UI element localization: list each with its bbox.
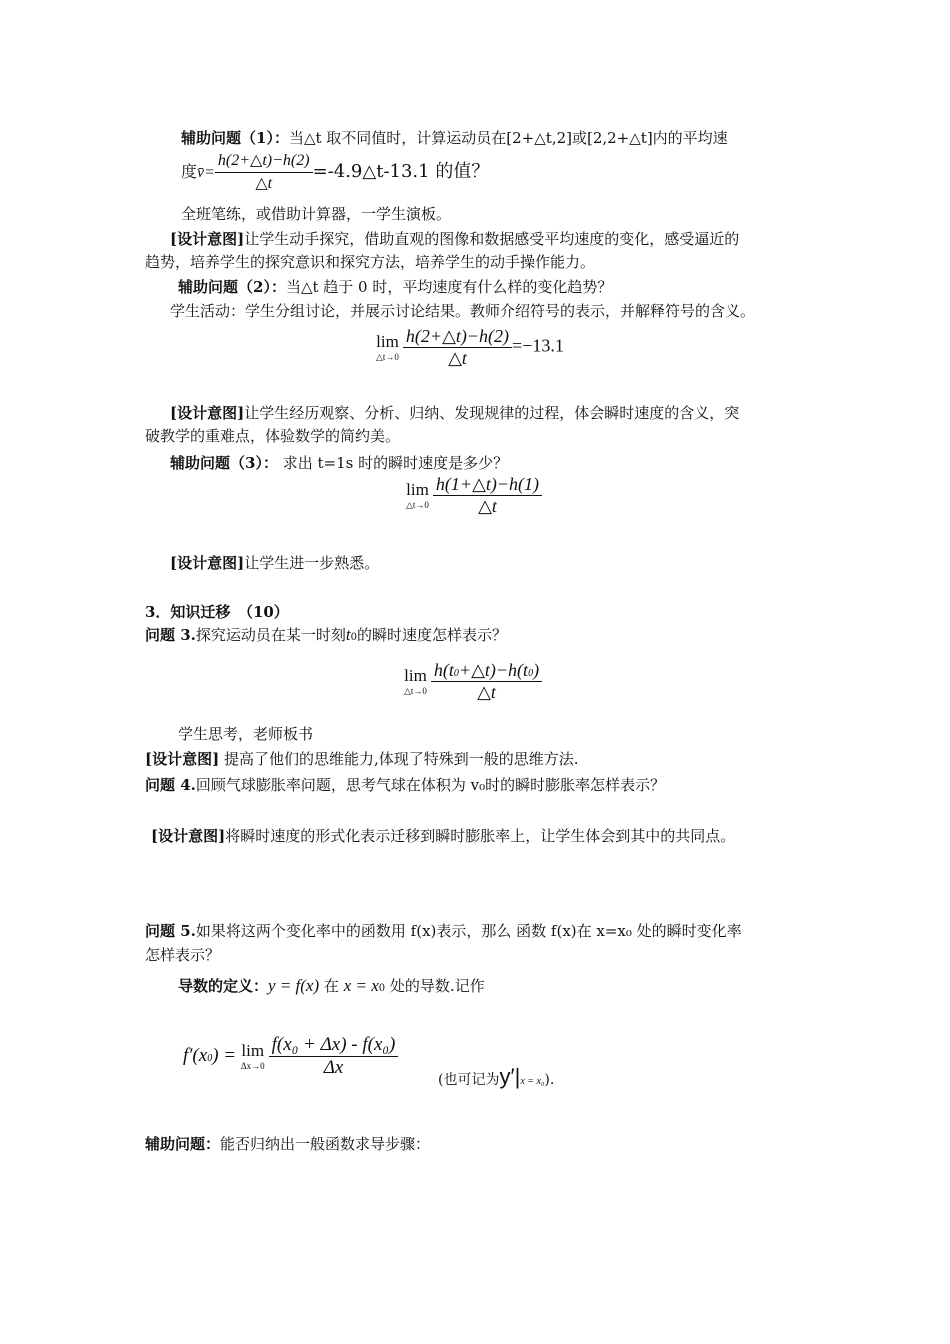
eq3-sub-b: 0 bbox=[528, 668, 534, 679]
intent2-label: [设计意图] bbox=[170, 404, 245, 422]
aux3-line bbox=[170, 452, 508, 474]
aux1-fraction bbox=[215, 150, 313, 195]
eq2-lim-word: lim bbox=[406, 479, 429, 499]
q5-line1 bbox=[145, 920, 742, 942]
q3-text: 探究运动员在某一时刻 bbox=[195, 626, 346, 644]
aux1-denominator: △t bbox=[255, 175, 273, 192]
aux3-text: 求出 t=1s 时的瞬时速度是多少？ bbox=[282, 454, 509, 472]
eq1-lim-sub: △t→0 bbox=[376, 351, 399, 362]
eq2-lim bbox=[406, 481, 429, 511]
eq4-numerator: f(x₀ + Δx) - f(x₀) bbox=[269, 1034, 399, 1057]
aux1-line bbox=[181, 127, 728, 149]
intent3-text: 让学生进一步熟悉。 bbox=[244, 554, 380, 572]
eq3-lim-sub: △t→0 bbox=[404, 685, 427, 696]
intent4-text: 提高了他们的思维能力,体现了特殊到一般的思维方法. bbox=[223, 750, 579, 768]
aux1-numerator: h(2+△t)−h(2) bbox=[215, 150, 313, 173]
eq4-note-text: (也可记为 bbox=[438, 1072, 500, 1088]
q5-text1: 如果将这两个变化率中的函数用 f(x)表示，那么 函数 f(x)在 x=x₀ 处的瞬时变化率 bbox=[195, 922, 742, 940]
intent5-label: [设计意图] bbox=[151, 827, 226, 845]
derivative-equation bbox=[183, 1034, 398, 1079]
intent1-label: [设计意图] bbox=[170, 230, 245, 248]
eq1-numerator: h(2+△t)−h(2) bbox=[403, 326, 512, 348]
aux1-text: 当△t 取不同值时，计算运动员在[2+△t,2]或[2,2+△t]内的平均速 bbox=[288, 129, 728, 147]
eq3-numerator bbox=[431, 660, 542, 682]
aux1-prefix: 度 bbox=[181, 162, 198, 181]
eq3-num-c: ) bbox=[533, 660, 540, 680]
intent2-line2: 破教学的重难点，体验数学的简约美。 bbox=[145, 427, 401, 445]
intent2-line1 bbox=[170, 402, 739, 424]
limit-equation-3 bbox=[404, 660, 542, 703]
eq3-fraction bbox=[431, 660, 542, 703]
deriv-label: 导数的定义： bbox=[178, 977, 269, 995]
eq2-fraction bbox=[433, 474, 542, 517]
intent4-label: [设计意图] bbox=[145, 750, 220, 768]
eq3-sub-a: 0 bbox=[453, 668, 459, 679]
intent5-text: 将瞬时速度的形式化表示迁移到瞬时膨胀率上，让学生体会到其中的共同点。 bbox=[225, 827, 736, 845]
eq4-lhs-sub: 0 bbox=[207, 1052, 213, 1064]
aux2-line bbox=[178, 276, 612, 298]
intent1-line1 bbox=[170, 228, 739, 250]
eq3-denominator: △t bbox=[477, 682, 496, 702]
eq1-fraction bbox=[403, 326, 512, 369]
aux3-label: 辅助问题（3）： bbox=[170, 454, 278, 472]
eq3-lim bbox=[404, 667, 427, 697]
deriv-x0-sub: 0 bbox=[378, 983, 386, 994]
aux-final-label: 辅助问题： bbox=[145, 1135, 221, 1153]
intent1-text1: 让学生动手探究，借助直观的图像和数据感受平均速度的变化，感受逼近的 bbox=[244, 230, 740, 248]
q4-text: 回顾气球膨胀率问题，思考气球在体积为 v₀时的瞬时膨胀率怎样表示？ bbox=[195, 776, 666, 794]
eq2-numerator: h(1+△t)−h(1) bbox=[433, 474, 542, 496]
eq1-rhs: =−13.1 bbox=[512, 335, 564, 356]
q3-label: 问题 3. bbox=[145, 626, 196, 644]
aux2-label: 辅助问题（2）： bbox=[178, 278, 286, 296]
intent3-label: [设计意图] bbox=[170, 554, 245, 572]
section3-title: 3．知识迁移 （10） bbox=[145, 603, 289, 621]
deriv-fx: y = f(x) bbox=[268, 976, 320, 995]
eq4-lhs-end: ) = bbox=[212, 1044, 237, 1066]
deriv-tail: 处的导数.记作 bbox=[389, 977, 485, 995]
eq2-denominator: △t bbox=[478, 496, 497, 516]
eq1-denominator: △t bbox=[448, 348, 467, 368]
derivative-definition-line bbox=[178, 975, 485, 1000]
paragraph-think: 学生思考，老师板书 bbox=[178, 725, 314, 743]
q4-label: 问题 4. bbox=[145, 776, 196, 794]
eq3-lim-word: lim bbox=[404, 665, 427, 685]
aux2-text: 当△t 趋于 0 时，平均速度有什么样的变化趋势？ bbox=[285, 278, 613, 296]
limit-equation-1 bbox=[376, 326, 564, 369]
eq4-lim bbox=[241, 1042, 265, 1072]
eq4-fraction bbox=[269, 1034, 399, 1079]
eq2-lim-sub: △t→0 bbox=[406, 499, 429, 510]
eq4-y: y′| bbox=[499, 1064, 521, 1089]
q3-t0: t bbox=[345, 625, 351, 644]
aux1-tail: =-4.9△t-13.1 的值？ bbox=[312, 161, 490, 182]
eq4-lhs: f′(x bbox=[183, 1044, 208, 1066]
eq4-lim-word: lim bbox=[241, 1040, 265, 1060]
aux-final-line bbox=[145, 1133, 430, 1155]
aux-final-text: 能否归纳出一般函数求导步骤： bbox=[220, 1135, 431, 1153]
paragraph-class: 全班笔练，或借助计算器，一学生演板。 bbox=[181, 205, 452, 223]
aux1-label: 辅助问题（1）： bbox=[181, 129, 289, 147]
eq1-lim-word: lim bbox=[376, 331, 399, 351]
q3-line bbox=[145, 624, 507, 649]
limit-equation-2 bbox=[406, 474, 542, 517]
intent1-line2: 趋势，培养学生的探究意识和探究方法，培养学生的动手操作能力。 bbox=[145, 253, 596, 271]
q5-line2: 怎样表示？ bbox=[145, 946, 221, 964]
eq3-num-b: +△t)−h(t bbox=[458, 660, 529, 680]
q3-tail: 的瞬时速度怎样表示？ bbox=[357, 626, 508, 644]
eq4-lim-sub: Δx→0 bbox=[240, 1060, 265, 1071]
intent4-line bbox=[145, 748, 579, 770]
eq4-denominator: Δx bbox=[323, 1057, 344, 1078]
activity-line: 学生活动：学生分组讨论，并展示讨论结果。教师介绍符号的表示，并解释符号的含义。 bbox=[170, 302, 756, 320]
q5-label: 问题 5. bbox=[145, 922, 196, 940]
aux1-vbar: v̄= bbox=[197, 164, 215, 181]
intent3-line bbox=[170, 552, 379, 574]
eq1-lim bbox=[376, 333, 399, 363]
eq3-num-a: h(t bbox=[433, 660, 454, 680]
eq4-note bbox=[438, 1066, 554, 1093]
eq4-y-sub: x = x₀ bbox=[520, 1076, 545, 1087]
q4-line bbox=[145, 774, 665, 796]
q3-t0-sub: 0 bbox=[350, 632, 358, 643]
deriv-at: 在 bbox=[323, 977, 339, 995]
intent2-text1: 让学生经历观察、分析、归纳、发现规律的过程，体会瞬时速度的含义，突 bbox=[244, 404, 740, 422]
intent5-line bbox=[151, 825, 735, 847]
aux1-formula-line bbox=[181, 150, 489, 195]
eq4-note-end: ). bbox=[544, 1072, 555, 1088]
deriv-xx0: x = x bbox=[343, 976, 379, 995]
